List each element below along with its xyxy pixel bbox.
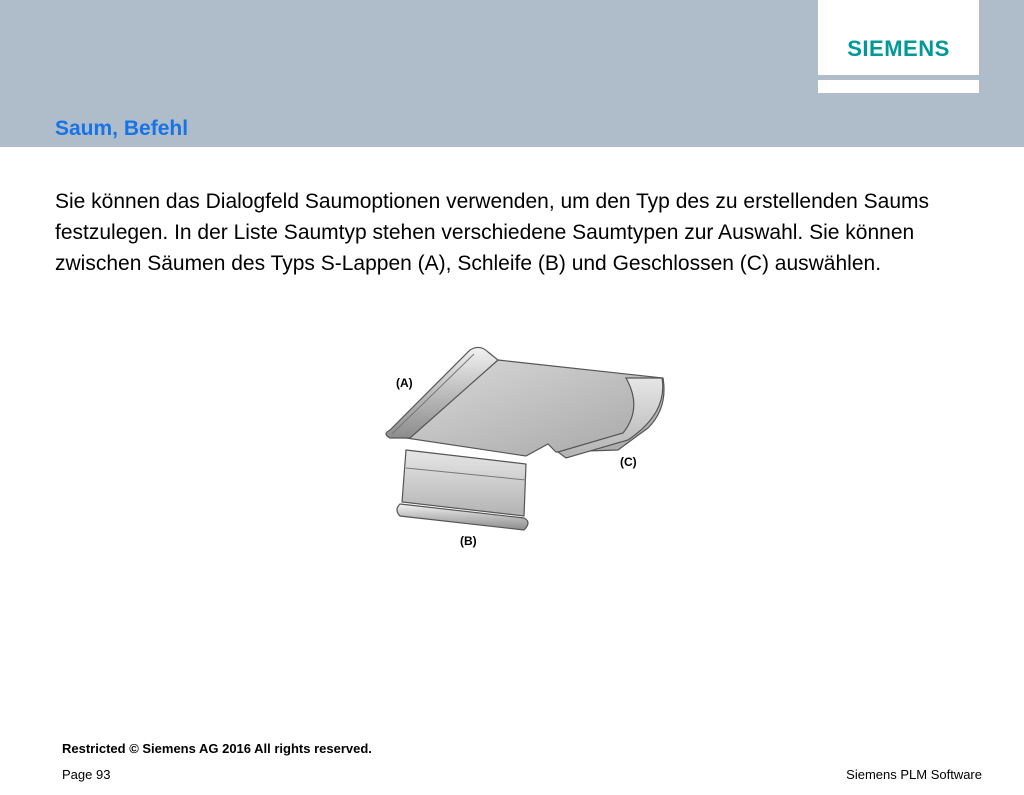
hem-illustration <box>378 338 678 558</box>
logo-text: SIEMENS <box>847 36 950 61</box>
label-b: (B) <box>460 534 477 548</box>
page-title: Saum, Befehl <box>55 117 189 140</box>
siemens-logo <box>818 0 979 75</box>
footer-brand: Siemens PLM Software <box>846 767 982 782</box>
logo-underline <box>818 80 979 93</box>
label-a: (A) <box>396 376 413 390</box>
footer-copyright: Restricted © Siemens AG 2016 All rights reserved. <box>62 741 372 756</box>
label-c: (C) <box>620 455 637 469</box>
footer-page-number: Page 93 <box>62 767 111 782</box>
hem-figure <box>378 338 678 558</box>
body-paragraph: Sie können das Dialogfeld Saumoptionen verwenden, um den Typ des zu erstellenden Saums festzulegen. In der Liste Saumtyp stehen verschiedene Saumtypen zur Auswahl. Sie können zwischen Säumen des Typs S-Lappen (A), Schleife (B) und Geschlossen (C) auswählen. <box>55 190 930 275</box>
